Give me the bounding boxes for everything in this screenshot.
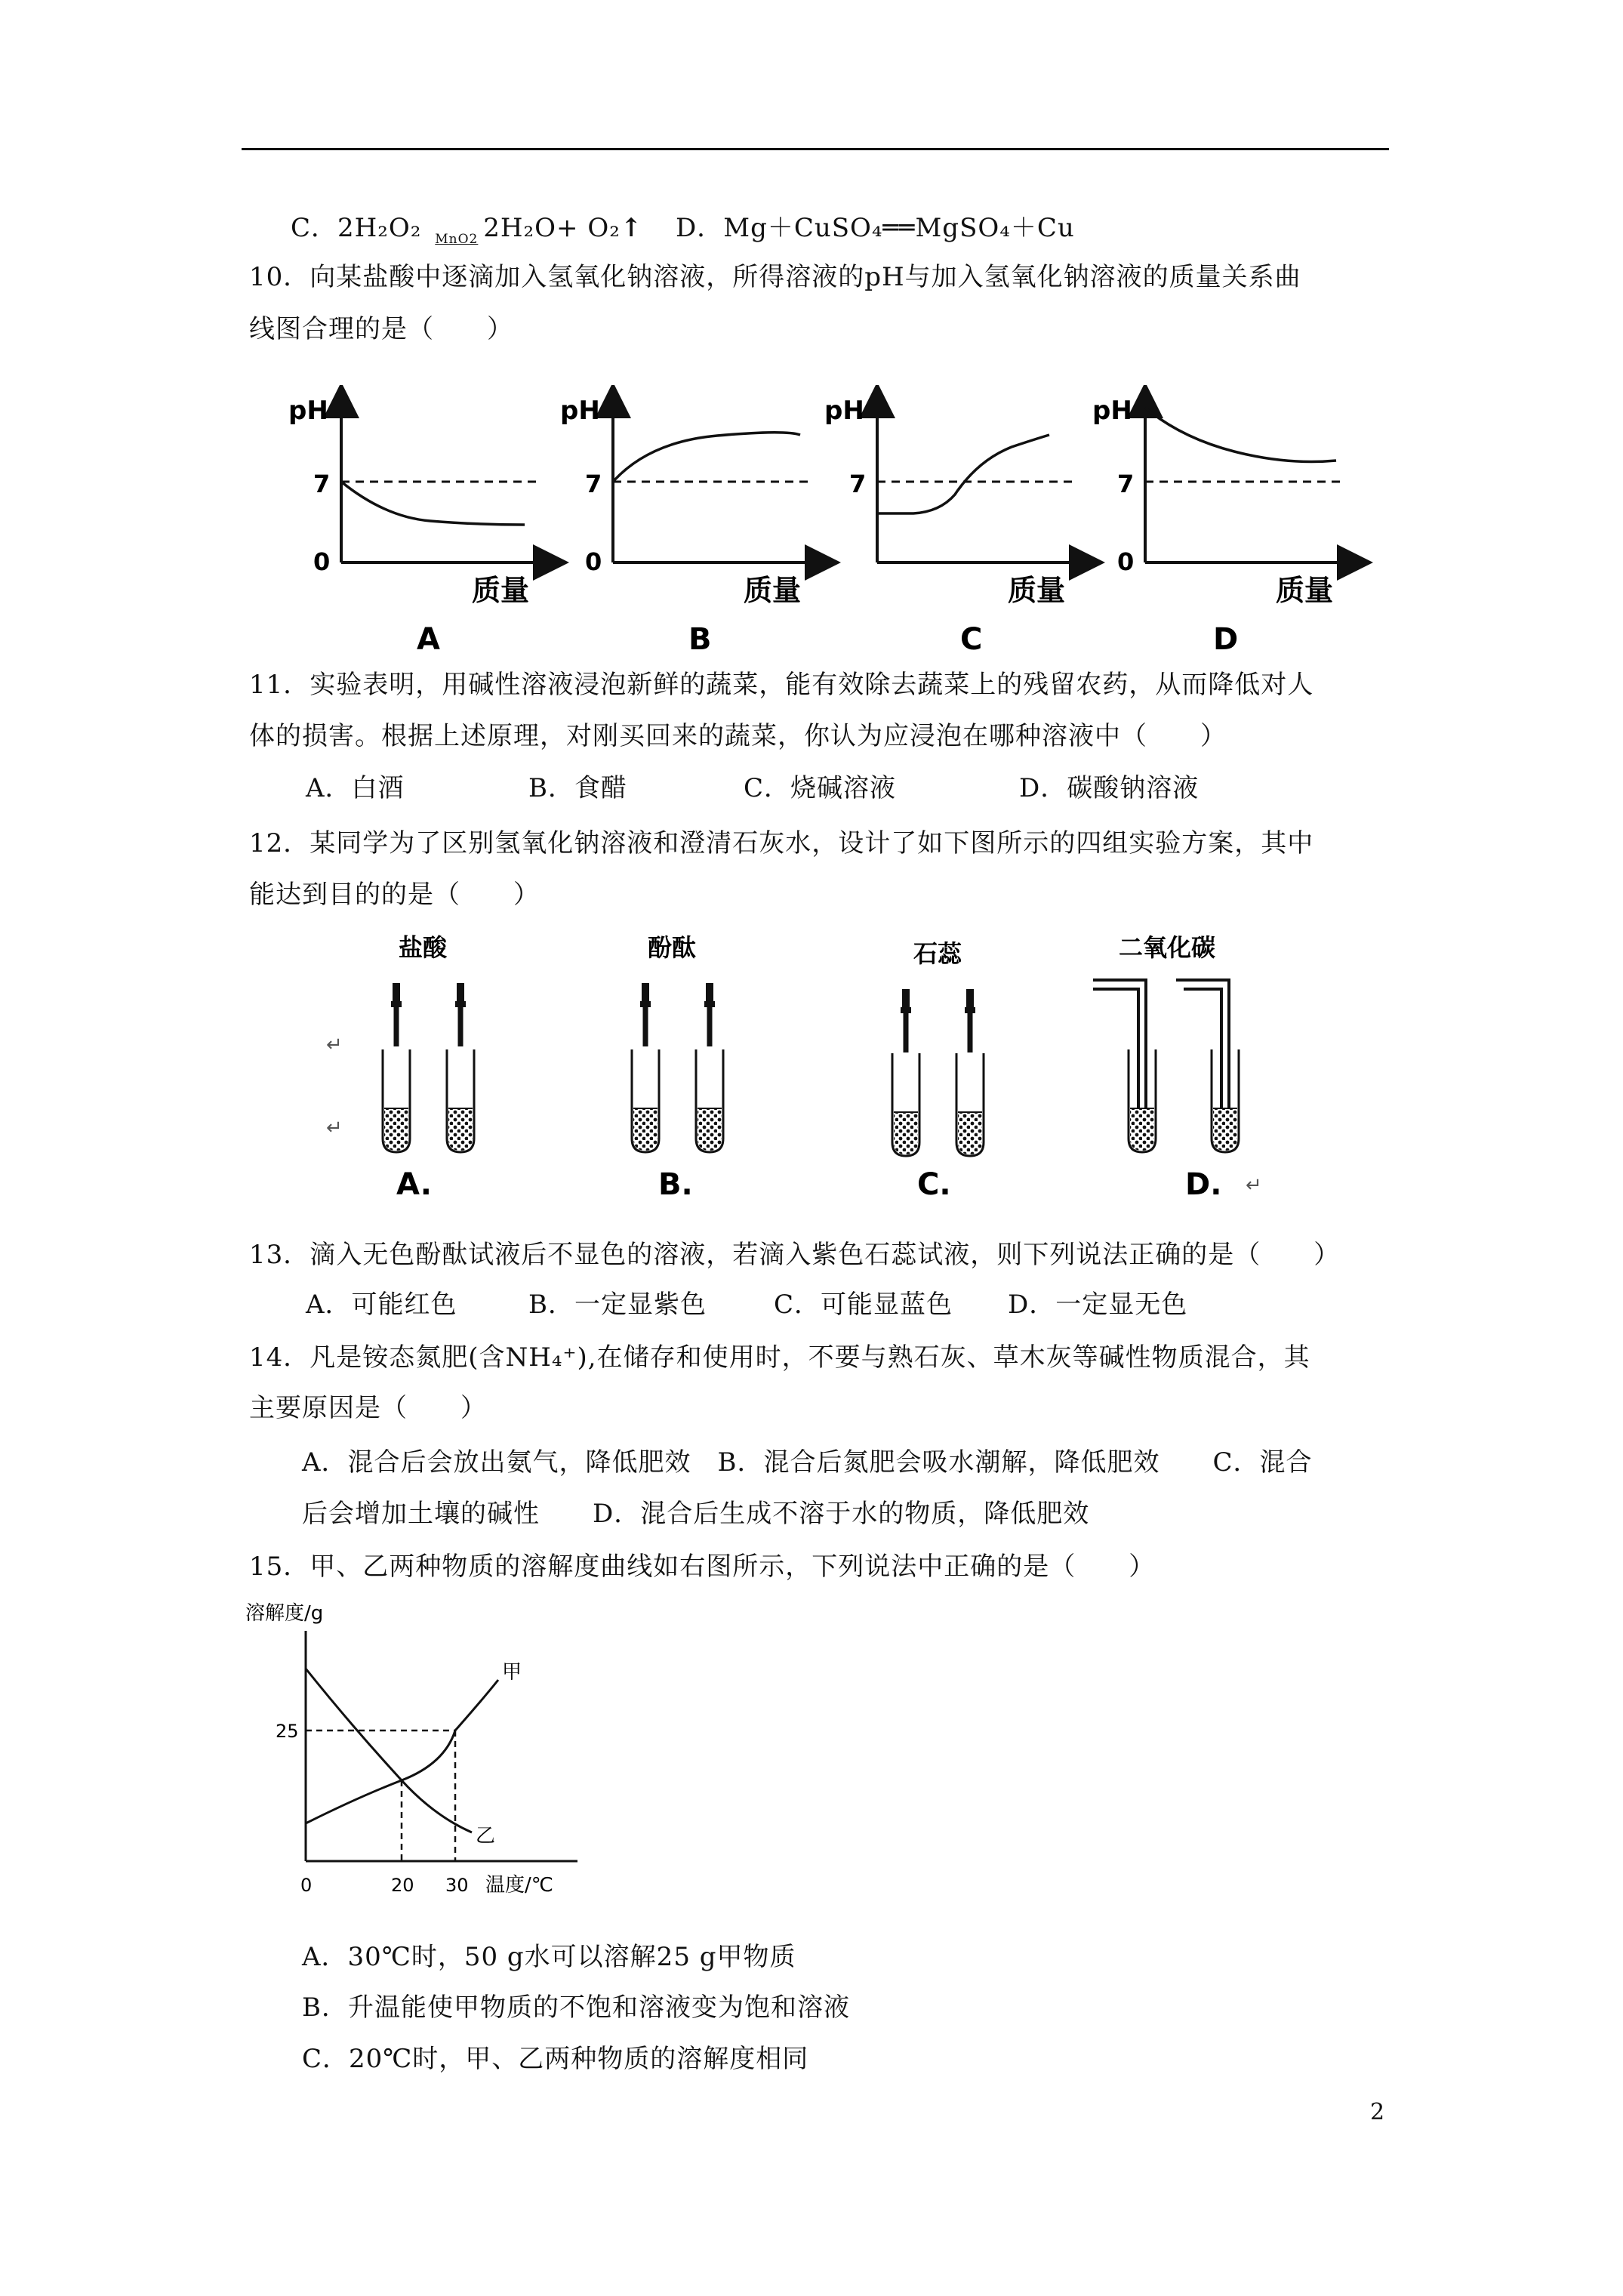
tick-7-d: 7	[1117, 470, 1135, 498]
tick-7-c: 7	[849, 470, 867, 498]
q13-option-b: B．一定显紫色	[528, 1290, 707, 1320]
tick-7-a: 7	[313, 470, 331, 498]
reagent-label-d: 二氧化碳	[1119, 933, 1216, 962]
reagent-label-b: 酚酞	[648, 933, 697, 962]
q11-option-d: D．碳酸钠溶液	[1019, 773, 1200, 803]
q13-option-c: C．可能显蓝色	[774, 1290, 953, 1320]
ph-axis-label-d: pH	[1092, 396, 1132, 426]
q11-option-c: C．烧碱溶液	[744, 773, 897, 803]
experiment-a	[383, 933, 474, 1202]
gas-arrow-icon: ↑	[620, 213, 643, 243]
tick-x-0: 0	[300, 1875, 313, 1896]
solubility-chart	[245, 1597, 608, 1914]
q13-stem: 13．滴入无色酚酞试液后不显色的溶液，若滴入紫色石蕊试液，则下列说法正确的是（ ）	[249, 1240, 1341, 1270]
reagent-label-c: 石蕊	[913, 939, 962, 968]
q9-c-lhs: 2H₂O₂	[337, 213, 422, 243]
tick-0-a: 0	[313, 547, 331, 576]
header-rule	[242, 148, 1389, 150]
q15-option-c: C．20℃时，甲、乙两种物质的溶解度相同	[302, 2044, 809, 2074]
experiment-c	[892, 939, 984, 1202]
tick-7-b: 7	[585, 470, 602, 498]
tick-0-d: 0	[1117, 547, 1135, 576]
q11-stem-line2: 体的损害。根据上述原理，对刚买回来的蔬菜，你认为应浸泡在哪种溶液中（ ）	[249, 721, 1227, 751]
reagent-label-a: 盐酸	[399, 933, 448, 962]
q11-stem-line1: 11．实验表明，用碱性溶液浸泡新鲜的蔬菜，能有效除去蔬菜上的残留农药，从而降低对人	[249, 670, 1314, 700]
q13-option-a: A．可能红色	[306, 1290, 457, 1320]
ph-graphs	[279, 385, 1374, 664]
solubility-axis-label: 溶解度/g	[245, 1602, 324, 1625]
tick-y-25: 25	[276, 1721, 299, 1742]
q12-stem-line1: 12．某同学为了区别氢氧化钠溶液和澄清石灰水，设计了如下图所示的四组实验方案，其中	[249, 828, 1314, 858]
q14-options-line2: 后会增加土壤的碱性 D．混合后生成不溶于水的物质，降低肥效	[302, 1499, 1090, 1529]
tick-x-20: 20	[391, 1875, 414, 1896]
experiment-letter-a: A.	[396, 1167, 432, 1202]
q9-option-c	[291, 211, 642, 245]
ph-graph-a	[288, 396, 551, 657]
q11-option-b: B．食醋	[528, 773, 627, 803]
mass-axis-label-d: 质量	[1276, 574, 1334, 607]
q14-stem-line1: 14．凡是铵态氮肥(含NH₄⁺),在储存和使用时，不要与熟石灰、草木灰等碱性物质混合，其	[249, 1342, 1310, 1373]
return-mark-1: ↵	[326, 1034, 343, 1056]
page-number: 2	[1370, 2099, 1385, 2125]
q10-stem-line1: 10．向某盐酸中逐滴加入氢氧化钠溶液，所得溶液的pH与加入氢氧化钠溶液的质量关系曲	[249, 262, 1301, 292]
mass-axis-label-a: 质量	[472, 574, 530, 607]
mass-axis-label-b: 质量	[744, 574, 802, 607]
mass-axis-label-c: 质量	[1008, 574, 1066, 607]
series-yi-label: 乙	[476, 1825, 496, 1848]
experiment-letter-d: D.	[1185, 1167, 1222, 1202]
temperature-axis-label: 温度/℃	[485, 1874, 553, 1897]
return-mark-3: ↵	[1246, 1174, 1262, 1197]
q14-stem-line2: 主要原因是（ ）	[249, 1393, 487, 1423]
ph-axis-label-c: pH	[824, 396, 864, 426]
experiment-letter-c: C.	[917, 1167, 951, 1202]
q12-stem-line2: 能达到目的的是（ ）	[249, 880, 540, 910]
experiment-letter-b: B.	[658, 1167, 693, 1202]
ph-axis-label-b: pH	[560, 396, 600, 426]
graph-letter-d: D	[1213, 622, 1239, 657]
return-mark-2: ↵	[326, 1117, 343, 1139]
graph-letter-b: B	[688, 622, 712, 657]
q15-option-b: B．升温能使甲物质的不饱和溶液变为饱和溶液	[302, 1992, 850, 2023]
q13-option-d: D．一定显无色	[1008, 1290, 1188, 1320]
q10-stem-line2: 线图合理的是（ ）	[249, 314, 513, 344]
q15-stem: 15．甲、乙两种物质的溶解度曲线如右图所示，下列说法中正确的是（ ）	[249, 1552, 1156, 1582]
q9-c-rhs: 2H₂O+ O₂	[483, 213, 621, 243]
ph-axis-label-a: pH	[288, 396, 328, 426]
tick-x-30: 30	[445, 1875, 469, 1896]
q14-options-line1: A．混合后会放出氨气，降低肥效 B．混合后氮肥会吸水潮解，降低肥效 C．混合	[302, 1447, 1313, 1478]
ph-graph-c	[824, 396, 1087, 657]
experiment-d	[1093, 933, 1262, 1202]
q11-option-a: A．白酒	[306, 773, 405, 803]
series-yi-curve	[306, 1669, 472, 1832]
q9-c-prefix: C．	[291, 213, 338, 243]
series-jia-label: 甲	[502, 1661, 522, 1684]
q9-option-d: D．Mg＋CuSO₄══MgSO₄＋Cu	[676, 213, 1075, 243]
tick-0-b: 0	[585, 547, 602, 576]
ph-graph-d	[1092, 396, 1355, 657]
graph-letter-c: C	[960, 622, 983, 657]
graph-letter-a: A	[417, 622, 440, 657]
q15-option-a: A．30℃时，50 g水可以溶解25 g甲物质	[302, 1942, 796, 1972]
test-tube-experiments	[325, 929, 1306, 1231]
q9-catalyst-label: MnO2	[435, 232, 479, 247]
ph-graph-b	[560, 396, 823, 657]
experiment-b	[632, 933, 723, 1202]
